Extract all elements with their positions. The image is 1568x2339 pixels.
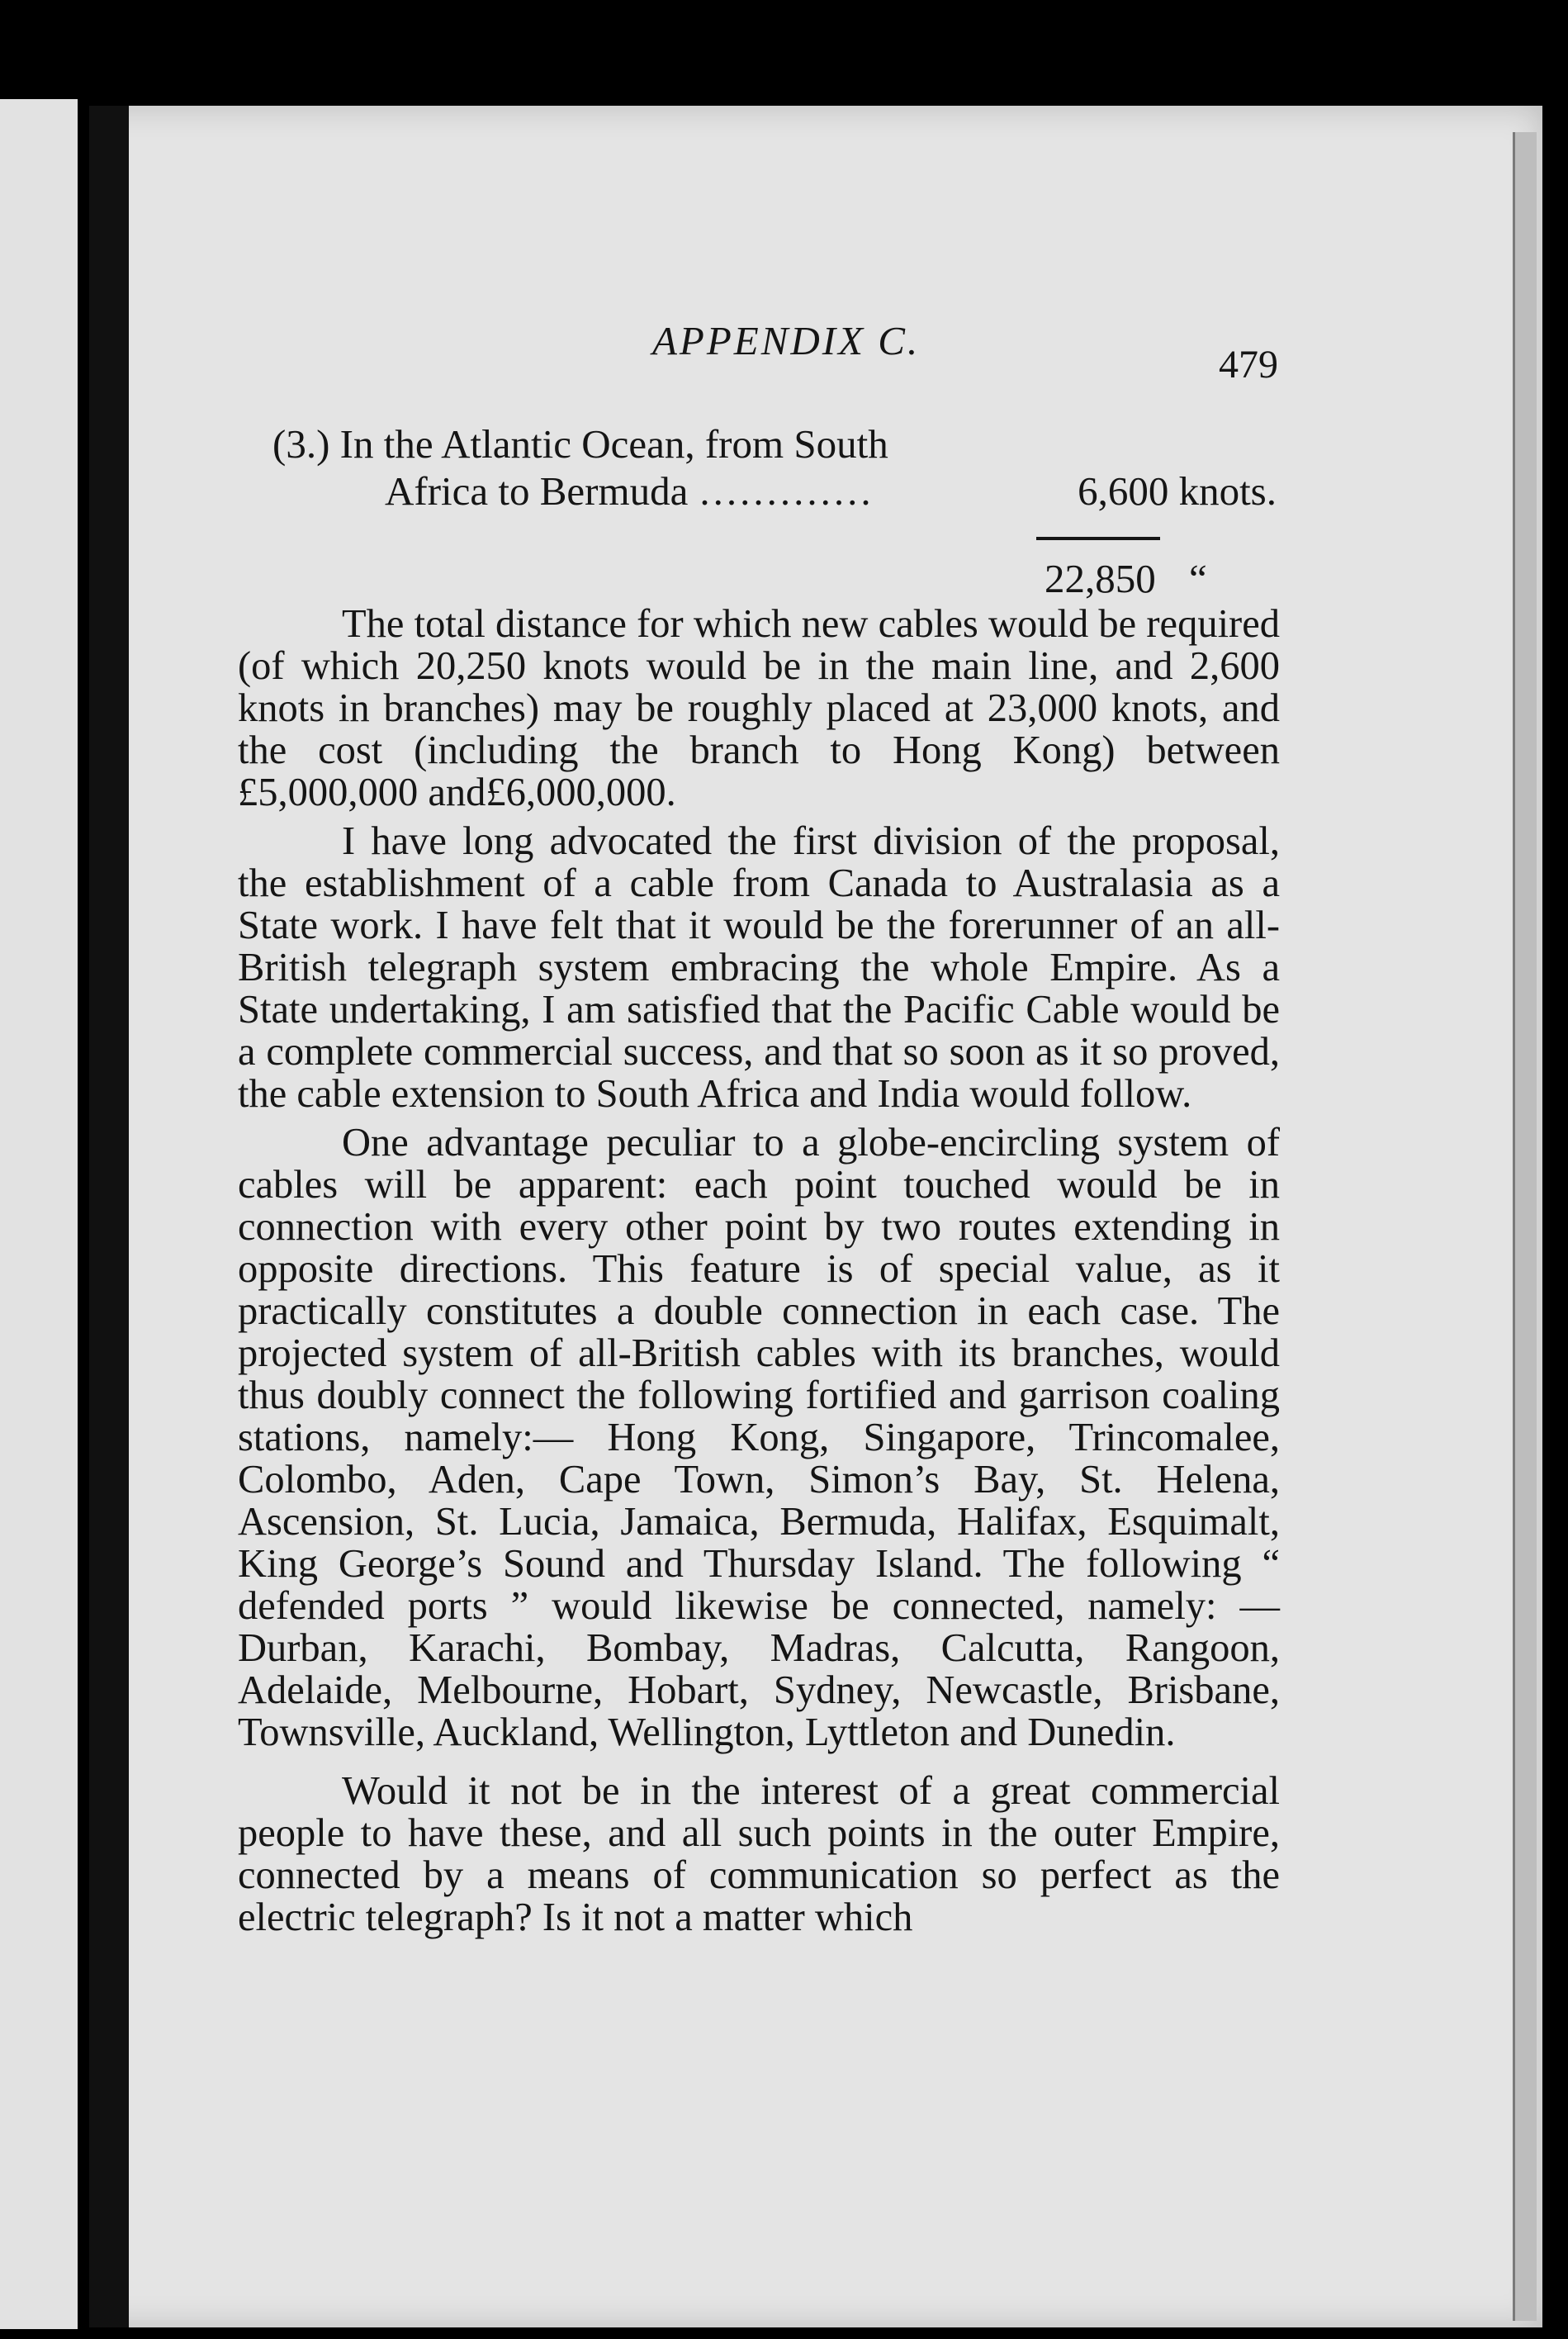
total-value: 22,850	[1045, 556, 1156, 601]
total-line	[1045, 555, 1207, 602]
adjacent-page-edge	[0, 99, 78, 2329]
paragraph-advantage: One advantage peculiar to a globe-encircling system of cables will be apparent: each point touched would be in connection with every other point by two routes extending in opposite directions. This feature is of special value, as it practically constitutes a double connection in each case. The projected system of all-British cables with its branches, would thus doubly connect the following fortified and garrison coaling stations, namely:— Hong Kong, Singapore, Trincomalee, Colombo, Aden, Cape Town, Simon’s Bay, St. Helena, Ascension, St. Lucia, Jamaica, Bermuda, Halifax, Esquimalt, King George’s Sound and Thursday Island. The following “ defended ports ” would likewise be connected, namely: —Durban, Karachi, Bombay, Madras, Calcutta, Rangoon, Adelaide, Melbourne, Hobart, Sydney, Newcastle, Brisbane, Townsville, Auckland, Wellington, Lyttleton and Dunedin.	[238, 1121, 1280, 1754]
body-text	[238, 603, 1280, 1945]
list-item-line-2	[385, 467, 1277, 515]
sum-rule	[1036, 537, 1160, 540]
paragraph-advocacy: I have long advocated the first division of the proposal, the establishment of a cable from Canada to Australasia as a State work. I have felt that it would be the forerunner of an all-British telegraph system embracing the whole Empire. As a State undertaking, I am satisfied that the Pacific Cable would be a complete commercial success, and that so soon as it so proved, the cable extension to South Africa and India would follow.	[238, 819, 1280, 1116]
paragraph-interest: Would it not be in the interest of a great commercial people to have these, and all such points in the outer Empire, connected by a means of communication so perfect as the electric telegraph? Is it not a matter which	[238, 1769, 1280, 1939]
list-item-line-1: (3.) In the Atlantic Ocean, from South	[272, 421, 888, 467]
book-spine-shadow	[89, 106, 129, 2327]
running-header: APPENDIX C.	[652, 318, 921, 363]
list-item-label: Africa to Bermuda	[385, 468, 689, 514]
ditto-mark: “	[1189, 556, 1207, 601]
list-item-value: 6,600 knots.	[1078, 468, 1277, 514]
page-number: 479	[1219, 343, 1278, 387]
dot-leader: .............	[699, 468, 874, 514]
paragraph-total-distance: The total distance for which new cables would be required (of which 20,250 knots would be in the main line, and 2,600 knots in branches) may be roughly placed at 23,000 knots, and the cost (including the branch to Hong Kong) between £5,000,000 and£6,000,000.	[238, 602, 1280, 814]
page-edge-stack	[1513, 132, 1537, 2321]
